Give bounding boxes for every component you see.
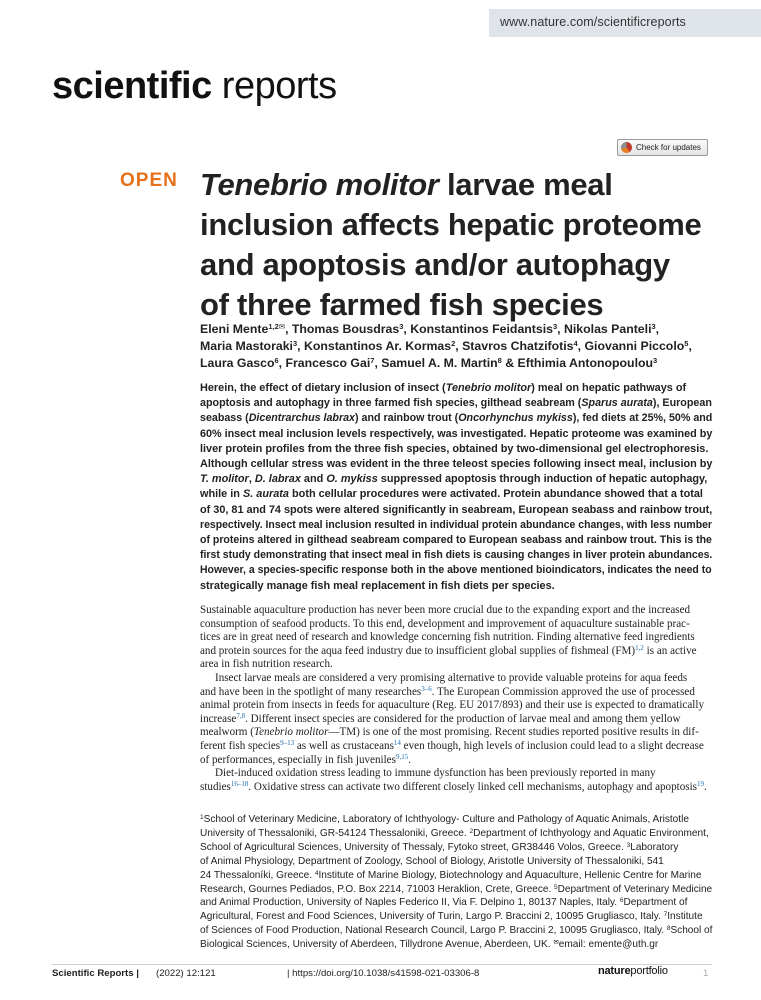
affiliation-line <box>200 938 712 952</box>
superscript-ref: 7 <box>370 356 375 365</box>
text-run: School of Veterinary Medicine, Laboratory of Ichthyology- Culture and Pathology of Aquatic Animals, Aristotle <box>203 814 689 825</box>
body-line <box>200 726 712 740</box>
text-run: respectively. Insect meal inclusion resulted in individual protein abundance changes, with less number <box>200 518 712 531</box>
body-line <box>200 672 712 686</box>
italic-text: O. mykiss <box>326 473 378 486</box>
abstract-line <box>200 563 712 578</box>
superscript-ref: 3 <box>626 841 631 849</box>
body-line <box>200 631 712 645</box>
text-run: School of <box>670 925 713 937</box>
superscript-ref: 2 <box>469 827 474 835</box>
open-access-label: OPEN <box>120 170 178 191</box>
affiliation-line <box>200 896 712 910</box>
superscript-ref: 16–18 <box>230 779 249 788</box>
title-line <box>200 285 720 325</box>
title-line <box>200 205 720 245</box>
journal-logo <box>52 66 337 106</box>
italic-text: S. aurata <box>242 488 289 501</box>
url-bar[interactable] <box>489 9 761 37</box>
journal-logo-bold: scientific <box>52 65 212 107</box>
text-run: , <box>655 322 660 336</box>
affiliations <box>200 813 712 952</box>
title-text: of three farmed fish species <box>200 287 604 322</box>
body-line <box>200 618 712 632</box>
article-title <box>200 165 720 325</box>
text-run: —TM) is one of the most promising. Recent studies reported positive results in dif- <box>328 726 699 739</box>
abstract-line <box>200 487 712 502</box>
abstract-line <box>200 457 713 472</box>
italic-text: Sparus aurata <box>581 397 653 410</box>
text-run: of performances, especially in fish juveniles <box>200 753 396 766</box>
check-for-updates-label: Check for updates <box>636 143 701 152</box>
text-run: ferent fish species <box>200 739 281 752</box>
text-run: Maria Mastoraki <box>200 339 293 353</box>
abstract-line <box>200 472 712 487</box>
text-run: ), European <box>652 397 712 410</box>
body-line <box>200 686 712 700</box>
text-run: However, a species-specific response both in the above mentioned bioindicators, indicates the need to <box>200 564 712 577</box>
footer-doi-link[interactable]: | https://doi.org/10.1038/s41598-021-03306-8 <box>287 968 480 979</box>
superscript-ref: 3 <box>653 356 658 365</box>
text-run: Research, Gournes Pediados, P.O. Box 2214, 71003 Heraklion, Crete, Greece. <box>200 883 555 895</box>
author-list <box>200 321 715 372</box>
text-run: ), fed diets at 25%, 50% and <box>572 412 713 425</box>
italic-text: T. molitor <box>200 473 249 486</box>
publisher-logo <box>598 965 668 977</box>
superscript-ref: 2 <box>451 339 456 348</box>
affiliation-line <box>200 910 712 924</box>
text-run: animal protein from insects in feeds for aquaculture (Reg. EU 2017/893) and their use is expected to dramatically <box>200 699 704 712</box>
text-run: , Stavros Chatzifotis <box>455 339 574 353</box>
text-run: liver protein profiles from the three fish species, obtained by two-dimensional gel electrophoresis. <box>200 442 709 455</box>
text-run: of Sciences of Food Production, National Research Council, Largo P. Braccini 2, 10095 Grugliasco, Italy. <box>200 925 667 937</box>
superscript-ref: 4 <box>314 869 319 877</box>
check-for-updates-button[interactable] <box>617 139 708 156</box>
text-run: studies <box>200 780 231 793</box>
text-run: Agricultural, Forest and Food Sciences, University of Turin, Largo P. Braccini 2, 10095 Grugliasco, Italy. <box>200 911 664 923</box>
title-line <box>200 165 720 205</box>
text-run: Eleni Mente <box>200 322 269 336</box>
publisher-logo-regular: portfolio <box>630 965 668 977</box>
text-run: Department of Ichthyology and Aquatic Environment, <box>473 827 709 839</box>
text-run: . Oxidative stress can activate two different closely linked cell mechanisms, autophagy and apoptosis <box>248 780 697 793</box>
abstract-line <box>200 548 713 563</box>
title-species-name: Tenebrio molitor <box>200 167 439 202</box>
text-run: Department of Veterinary Medicine <box>557 883 713 895</box>
text-run: tices are in great need of research and knowledge concerning fish nutrition. Finding alternative feed ingredients <box>200 631 695 644</box>
footer-volume: (2022) 12:121 <box>156 968 216 979</box>
superscript-ref: 3 <box>553 322 558 331</box>
text-run: , Konstantinos Feidantsis <box>403 322 553 336</box>
text-run: while in <box>200 488 243 501</box>
url-text[interactable]: www.nature.com/scientificreports <box>500 15 686 29</box>
body-line <box>200 699 712 713</box>
abstract-line <box>200 518 712 533</box>
italic-text: D. labrax <box>254 473 301 486</box>
text-run: Insect larvae meals are considered a very promising alternative to provide valuable proteins for aqua feeds <box>215 671 688 684</box>
text-run: and protein sources for the aqua feed industry due to insufficient global supplies of fishmeal (FM) <box>200 644 636 657</box>
superscript-ref: 5 <box>684 339 689 348</box>
abstract-line <box>200 396 712 411</box>
text-run: ) meal on hepatic pathways of <box>531 382 687 394</box>
text-run: apoptosis and autophagy in three farmed fish species, gilthead seabream ( <box>200 397 582 410</box>
text-run: . Different insect species are considered for the production of larvae meal and among them yellow <box>245 712 681 725</box>
text-run: strategically manage fish meal replacement in fish diets per species. <box>200 579 555 592</box>
text-run: , Samuel A. M. Martin <box>374 356 498 370</box>
text-run: Institute of Marine Biology, Biotechnology and Aquaculture, Hellenic Centre for Marine <box>318 869 702 881</box>
superscript-ref: 8 <box>497 356 502 365</box>
text-run: Sustainable aquaculture production has never been more crucial due to the expanding export and the increased <box>200 604 691 616</box>
title-line <box>200 245 720 285</box>
text-run: increase <box>200 712 237 725</box>
italic-text: Dicentrarchus labrax <box>248 412 355 425</box>
text-run: both cellular procedures were activated. Protein abundance showed that a total <box>288 488 703 501</box>
italic-text: Oncorhynchus mykiss <box>458 412 573 425</box>
body-line <box>200 740 712 754</box>
text-run: Biological Sciences, University of Aberdeen, Tillydrone Avenue, Aberdeen, UK. <box>200 939 554 951</box>
text-run: of 30, 81 and 74 spots were altered significantly in seabream, European seabass and rainbow trout, <box>200 503 713 516</box>
superscript-ref: 7 <box>663 911 668 919</box>
author-line <box>200 355 715 372</box>
italic-text: Tenebrio molitor <box>253 726 329 739</box>
text-run: first study demonstrating that insect meal in fish diets is causing changes in liver protein abundances. <box>200 549 713 562</box>
text-run: consumption of seafood products. To this end, development and improvement of aquaculture sustainable prac- <box>200 617 690 630</box>
text-run: Although cellular stress was evident in the three teleost species following insect meal, inclusion by <box>200 458 713 471</box>
affiliation-line <box>200 813 712 827</box>
abstract-line <box>200 442 712 457</box>
author-line <box>200 338 715 355</box>
text-run: School of Agricultural Sciences, University of Thessaly, Fytoko street, GR38446 Volos, Greece. <box>200 841 627 853</box>
text-run: suppressed apoptosis through induction of hepatic autophagy, <box>377 473 708 486</box>
superscript-ref: 1,2✉ <box>268 322 286 331</box>
superscript-ref: 3 <box>651 322 656 331</box>
text-run: area in fish nutrition research. <box>200 658 333 671</box>
footer-journal: Scientific Reports | <box>52 968 139 979</box>
affiliation-line <box>200 841 712 855</box>
superscript-ref: 4 <box>573 339 578 348</box>
text-run: mealworm ( <box>200 726 254 739</box>
affiliation-line <box>200 924 713 938</box>
text-run: . The European Commission approved the use of processed <box>431 685 695 698</box>
text-run: . <box>408 753 411 766</box>
abstract-line <box>200 427 713 442</box>
superscript-ref: 5 <box>554 883 558 891</box>
body-line <box>200 767 712 781</box>
text-run: ) and rainbow trout ( <box>354 412 459 425</box>
text-run: , Nikolas Panteli <box>557 322 652 336</box>
text-run: 60% insect meal inclusion levels respectively, was investigated. Hepatic proteome was examined by <box>200 427 713 440</box>
text-run: University of Thessaloniki, GR-54124 Thessaloniki, Greece. <box>200 827 470 839</box>
body-line <box>200 604 712 618</box>
body-text <box>200 604 712 794</box>
text-run: , Francesco Gai <box>278 356 371 370</box>
abstract <box>200 381 712 594</box>
text-run: Department of <box>623 897 688 909</box>
superscript-ref: 14 <box>393 738 401 747</box>
abstract-line <box>200 533 712 548</box>
affiliation-line <box>200 869 712 883</box>
affiliation-line <box>200 855 712 869</box>
crossmark-icon <box>621 142 632 153</box>
text-run: and Animal Production, University of Naples Federico II, Via F. Delpino 1, 80137 Naples, Italy. <box>200 897 620 909</box>
body-line <box>200 781 712 795</box>
text-run: email: emente@uth.gr <box>558 939 659 951</box>
text-run: Diet-induced oxidation stress leading to immune dysfunction has been previously reported in many <box>215 767 656 780</box>
journal-logo-regular: reports <box>221 65 337 107</box>
text-run: even though, high levels of inclusion could lead to a slight decrease <box>400 739 704 752</box>
text-run: is an active <box>643 644 697 657</box>
author-line <box>200 321 715 338</box>
text-run: of Animal Physiology, Department of Zoology, School of Biology, Aristotle University of Thessaloniki, 541 <box>200 855 664 867</box>
text-run: and have been in the spotlight of many researches <box>200 685 422 698</box>
superscript-ref: 8 <box>666 925 671 933</box>
title-text: and apoptosis and/or autophagy <box>200 247 670 282</box>
text-run: 24 Thessaloníki, Greece. <box>200 869 315 881</box>
text-run: , Thomas Bousdras <box>285 322 400 336</box>
italic-text: Tenebrio molitor <box>445 382 532 394</box>
text-run: & Efthimia Antonopoulou <box>501 356 654 370</box>
superscript-ref: 3–6 <box>421 684 432 693</box>
affiliation-line <box>200 883 713 897</box>
abstract-line <box>200 579 712 594</box>
body-line <box>200 645 712 659</box>
title-text: larvae meal <box>438 167 613 202</box>
body-line <box>200 713 712 727</box>
superscript-ref: 19 <box>697 779 704 788</box>
text-run: , Konstantinos Ar. Kormas <box>297 339 452 353</box>
abstract-line <box>200 411 713 426</box>
text-run: Institute <box>667 911 703 923</box>
affiliation-line <box>200 827 712 841</box>
abstract-line <box>200 503 711 518</box>
text-run: , <box>688 339 692 353</box>
page-number: 1 <box>703 968 709 979</box>
text-run: , Giovanni Piccolo <box>577 339 685 353</box>
body-line <box>200 754 712 768</box>
superscript-ref: 3 <box>399 322 404 331</box>
superscript-ref: 9,15 <box>395 752 409 761</box>
superscript-ref: 3 <box>292 339 298 348</box>
superscript-ref: ✉ <box>553 939 559 947</box>
text-run: . <box>704 780 707 793</box>
publisher-logo-bold: nature <box>598 965 631 977</box>
text-run: , <box>248 473 255 486</box>
superscript-ref: 9–13 <box>280 738 295 747</box>
superscript-ref: 1 <box>200 814 204 821</box>
text-run: of proteins altered in gilthead seabream compared to European seabass and rainbow trout. This is the <box>200 534 712 547</box>
abstract-line <box>200 381 712 396</box>
superscript-ref: 1,2 <box>635 643 644 652</box>
superscript-ref: 7,8 <box>236 711 246 720</box>
text-run: Laboratory <box>630 841 679 853</box>
text-run: seabass ( <box>200 412 249 425</box>
text-run: and <box>300 473 327 486</box>
superscript-ref: 6 <box>619 897 624 905</box>
text-run: Laura Gasco <box>200 356 275 370</box>
text-run: Herein, the effect of dietary inclusion of insect ( <box>200 382 446 394</box>
superscript-ref: 6 <box>274 356 279 365</box>
title-text: inclusion affects hepatic proteome <box>200 207 702 242</box>
body-line <box>200 658 712 672</box>
text-run: as well as crustaceans <box>294 739 394 752</box>
